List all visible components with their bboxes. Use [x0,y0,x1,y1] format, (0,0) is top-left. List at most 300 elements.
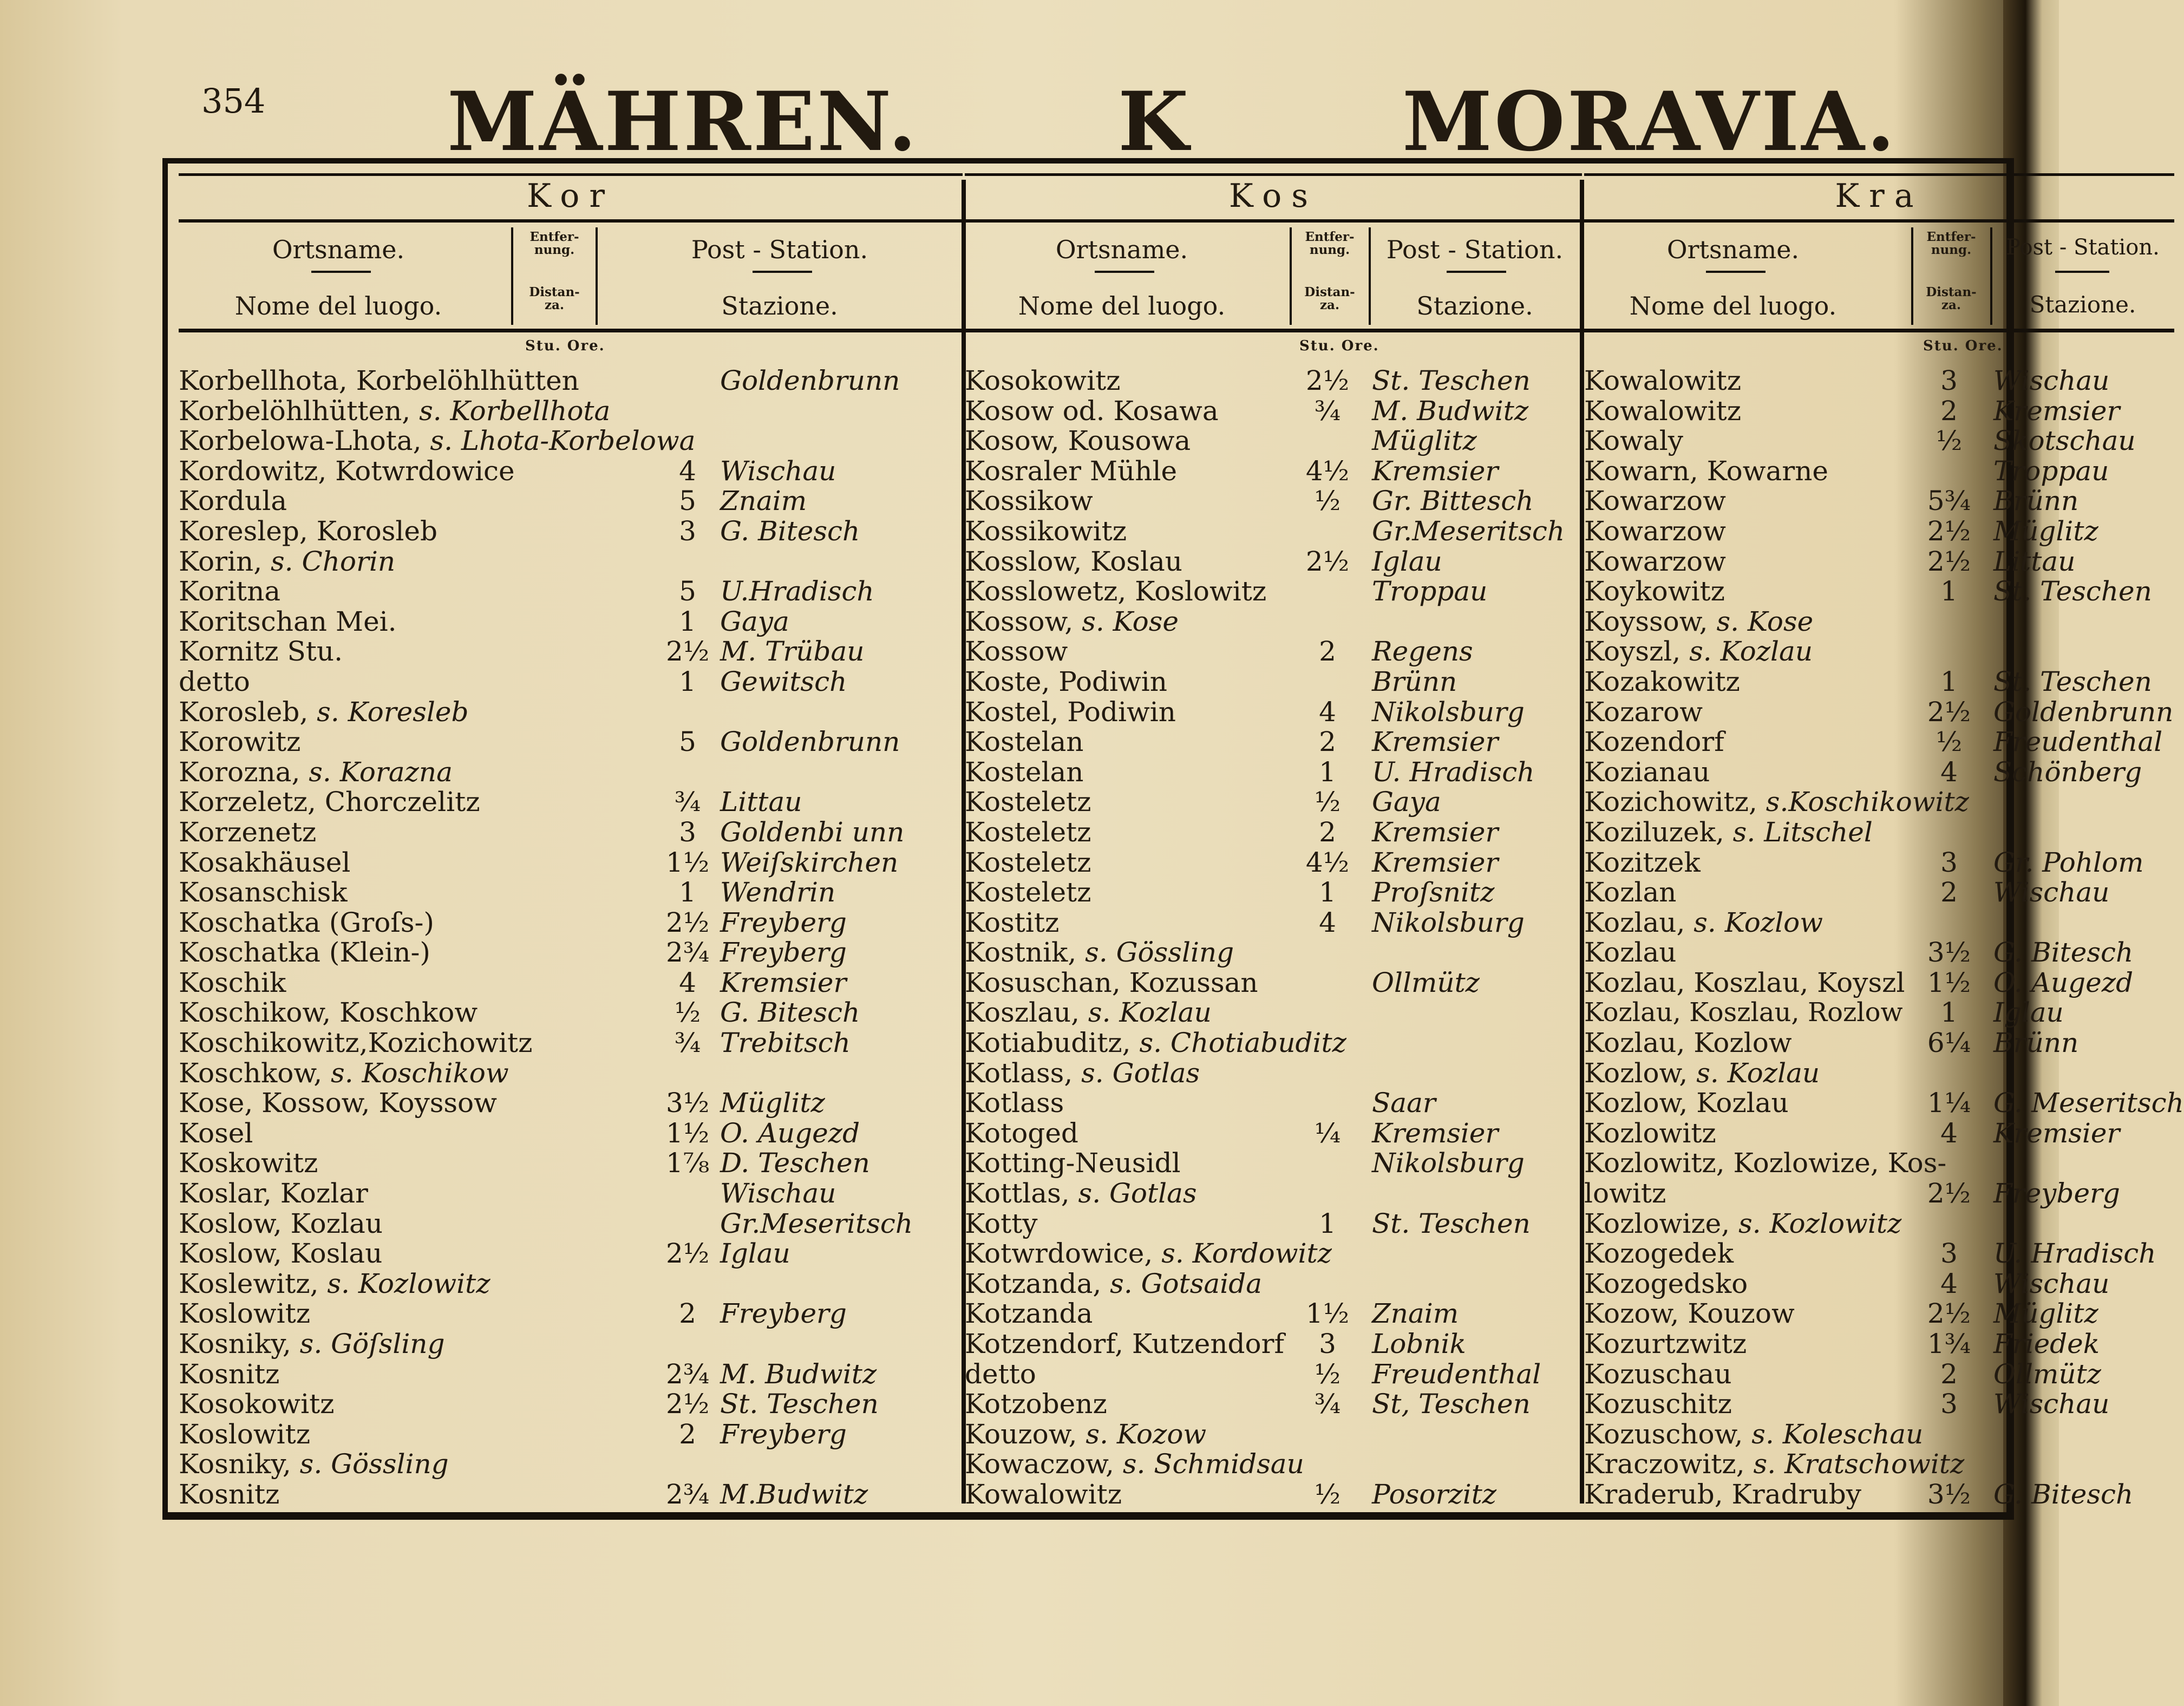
place-name: Kosokowitz [965,365,1121,396]
list-item [965,1028,1582,1058]
post-station: G. Bitesch [720,515,860,547]
list-item [1584,1209,2174,1239]
list-item [1584,1480,2174,1510]
list-item [1584,1179,2174,1209]
list-item [965,908,1582,938]
list-item [965,1359,1582,1390]
header-rule [1369,227,1371,325]
post-station: Troppau [1372,576,1488,607]
post-station: Goldenbrunn [720,726,900,758]
list-item [179,486,963,517]
list-item [1584,456,2174,487]
post-station: Brünn [1993,1027,2079,1059]
place-name: Kozogedek [1584,1238,1734,1270]
cross-reference: s. Gössling [1085,937,1234,969]
list-item [965,517,1582,547]
place-name: Kouzow, [965,1418,1086,1450]
post-station: St. Teschen [1993,576,2152,607]
header-name-de: Ortsname. [1666,235,1800,264]
list-item [965,1148,1582,1179]
place-name: Kordowitz, Kotwrdowice [179,455,515,487]
place-name: Kozurtzwitz [1584,1328,1747,1359]
post-station: Müglitz [1372,425,1477,457]
post-station: Trebitsch [720,1027,851,1059]
place-entry [965,1239,1332,1269]
list-item [965,486,1582,517]
cross-reference: s. Kozlowitz [327,1267,491,1299]
distance-value: 1 [679,665,696,697]
list-item [179,878,963,908]
place-name: Kosslow, Koslau [965,545,1182,577]
place-entry [1584,607,1813,637]
place-name: Koyszl, [1584,636,1690,668]
place-name: Kotzendorf, Kutzendorf [965,1328,1285,1359]
list-item [179,667,963,697]
entry-list [179,366,963,1510]
place-name: Koste, Podiwin [965,665,1167,697]
place-name: Kotzanda [965,1298,1093,1330]
list-item [1584,1389,2174,1420]
place-name: Kostnik, [965,937,1086,969]
place-name: Kosraler Mühle [965,455,1178,487]
post-station: G. Bitesch [1993,1478,2134,1510]
list-item [1584,547,2174,577]
post-station: St. Teschen [1372,365,1531,396]
distance-value: ¾ [1314,1388,1341,1420]
distance-value: 4½ [1305,455,1350,487]
post-station: Wischau [1993,877,2110,908]
post-station: Kremsier [1372,846,1499,878]
list-item [965,1420,1582,1450]
list-item [1584,517,2174,547]
place-name: Kotwrdowice, [965,1238,1162,1270]
place-name: lowitz [1584,1178,1666,1210]
place-name: Koschikowitz,Kozichowitz [179,1027,533,1059]
place-entry [1584,637,1813,666]
place-name: Koschatka (Klein-) [179,937,430,969]
post-station: Gaya [720,605,789,637]
cross-reference: s. Kozlau [1689,636,1813,668]
distance-value: 4 [679,455,696,487]
distance-value: 2 [1940,877,1958,908]
place-name: Kosnitz [179,1478,280,1510]
distance-value: 1 [679,605,696,637]
list-item [179,456,963,487]
title-right: MORAVIA. [1402,74,1897,169]
place-name: Kostel, Podiwin [965,696,1176,728]
header-station-it: Stazione. [1416,291,1533,321]
post-station: M.Budwitz [720,1478,868,1510]
distance-value: 2½ [1927,696,1971,728]
place-name: Koritschan Mei. [179,605,397,637]
place-name: Kozuschau [1584,1358,1732,1390]
distance-value: 1 [1319,877,1336,908]
cross-reference: s. Göſsling [299,1328,445,1359]
list-item [179,908,963,938]
post-station: Skotschau [1993,425,2136,457]
post-station: Gewitsch [720,665,847,697]
distance-value: 1 [1319,756,1336,788]
post-station: Kremsier [1993,395,2120,427]
distance-value: 1½ [666,846,710,878]
place-name: Kotiabuditz, [965,1027,1140,1059]
header-dist-it: Distan- za. [529,285,580,312]
distance-value: 4 [679,966,696,998]
place-entry [179,547,395,577]
post-station: Littau [720,786,802,818]
place-entry [965,1269,1262,1299]
list-item [1584,396,2174,427]
distance-value: 2 [1319,816,1336,848]
cross-reference: s.Koschikowitz [1765,786,1969,818]
list-item [1584,848,2174,878]
place-name: Kotzobenz [965,1388,1107,1420]
list-item [1584,1087,2184,1119]
distance-value: 3 [1940,1238,1958,1270]
place-name: Kozlan [1584,877,1677,908]
distance-value: 1½ [1927,966,1971,998]
list-item [179,968,963,998]
header-station-de: Post - Station. [691,235,868,264]
distance-value: 2½ [1305,545,1350,577]
cross-reference: s. Gotsaida [1110,1267,1263,1299]
post-station: Nikolsburg [1372,696,1525,728]
distance-value: 1¾ [1927,1328,1971,1359]
list-item [1584,1449,2174,1480]
list-item [965,637,1582,667]
list-item [965,968,1582,998]
place-name: Korbellhota, Korbelöhlhütten [179,365,579,396]
distance-value: 6¼ [1927,1027,1971,1059]
place-name: Kowalowitz [1584,395,1742,427]
header-rule [1447,271,1506,273]
distance-value: 1 [1940,665,1958,697]
list-item [1584,1148,2174,1179]
column-kor [179,164,963,1512]
place-name: Kotlass, [965,1057,1082,1089]
place-name: Korosleb, [179,696,317,728]
cross-reference: s. Kose [1716,605,1814,637]
place-name: Kozlau, [1584,906,1694,938]
list-item [965,1179,1582,1209]
place-entry [965,1058,1200,1088]
post-station: St. Teschen [1993,665,2152,697]
distance-value: 3½ [666,1087,710,1119]
place-name: Kosteletz [965,816,1091,848]
place-name: Kosakhäusel [179,846,351,878]
place-name: Kowaly [1584,425,1683,457]
post-station: M. Budwitz [1372,395,1529,427]
list-item [965,1239,1582,1269]
list-item [179,697,963,728]
place-entry [965,607,1179,637]
list-item [179,1058,963,1089]
place-entry [965,1449,1304,1479]
place-name: Koslowitz [179,1298,311,1330]
place-name: Kozichowitz, [1584,786,1766,818]
post-station: St. Teschen [1372,1207,1531,1239]
list-item [1584,607,2174,637]
column-kos [965,164,1582,1512]
cross-reference: s. Kozlau [1088,997,1212,1029]
list-item [1584,577,2174,607]
distance-value: 2 [1319,636,1336,668]
list-item [179,727,963,757]
distance-units: Stu. Ore. [1923,338,2003,354]
place-name: Kossow [965,636,1068,668]
distance-value: 3 [1940,1388,1958,1420]
distance-value: 2½ [666,1238,710,1270]
distance-value: 2½ [666,906,710,938]
distance-value: 5 [679,485,696,517]
list-item [179,1148,963,1179]
header-rule [753,271,812,273]
header-dist-it: Distan- za. [1304,285,1355,312]
distance-value: 1 [679,877,696,908]
post-station: Nikolsburg [1372,906,1525,938]
cross-reference: s. Chorin [271,545,396,577]
list-item [1584,818,2174,848]
place-name: Kozlau, Kozlow [1584,1027,1792,1059]
cross-reference: s. Kordowitz [1161,1238,1332,1270]
place-name: Kozlau, Koszlau, Rozlow [1584,997,1903,1028]
distance-value: 2½ [1927,1298,1971,1330]
list-item [1584,1359,2174,1390]
distance-units: Stu. Ore. [525,338,605,354]
distance-value: 1 [1940,576,1958,607]
distance-value: 4 [1319,906,1336,938]
post-station: Gr.Meseritsch [1372,515,1565,547]
distance-value: 1⅞ [666,1147,710,1179]
post-station: Wischau [720,455,836,487]
place-entry [179,396,610,426]
place-name: Kosteletz [965,846,1091,878]
header-dist-de: Entfer- nung. [529,230,579,257]
list-item [179,396,963,427]
list-item [965,667,1582,697]
distance-value: ¾ [1314,395,1341,427]
place-name: Kostelan [965,756,1084,788]
post-station: Iglau [720,1238,790,1270]
list-item [179,637,963,667]
place-name: Koschkow, [179,1057,331,1089]
post-station: Gaya [1372,786,1441,818]
list-item [179,1088,963,1119]
place-entry [965,1420,1206,1449]
post-station: Posorzitz [1372,1478,1497,1510]
list-item [1584,938,2174,968]
post-station: O. Augezd [720,1117,860,1149]
distance-value: 4½ [1305,846,1350,878]
place-name: Kotlass [965,1087,1064,1119]
place-name: Kowarzow [1584,545,1726,577]
list-item [965,787,1582,818]
post-station: Iglau [1993,997,2064,1029]
distance-value: 4 [1940,1117,1958,1149]
list-item [1584,727,2174,757]
place-name: Kosnitz [179,1358,280,1390]
header-rule [1990,227,1992,325]
column-band: Kra [1584,173,2174,223]
cross-reference: s. Kose [1082,605,1179,637]
post-station: Weiſskirchen [720,846,899,878]
distance-value: 1½ [666,1117,710,1149]
place-entry [1584,1449,1964,1479]
list-item [179,366,963,396]
entry-list [965,366,1582,1510]
list-item [965,577,1582,607]
place-name: Koslewitz, [179,1267,328,1299]
header-name-it: Nome del luogo. [234,291,442,321]
distance-value: 2¾ [666,937,710,969]
list-item [1584,1028,2174,1058]
post-station: Wendrin [720,877,836,908]
place-name: Kozlowitz [1584,1117,1716,1149]
distance-value: 2½ [1927,545,1971,577]
cross-reference: s. Koleschau [1751,1418,1924,1450]
place-name: Kozlau [1584,937,1677,969]
place-name: Kowalowitz [965,1478,1122,1510]
list-item [1584,908,2174,938]
distance-value: 2½ [1927,515,1971,547]
list-item [965,1119,1582,1149]
distance-value: 1 [1319,1207,1336,1239]
list-item [965,1449,1582,1480]
place-name: Kowarzow [1584,485,1726,517]
place-entry [179,1058,509,1088]
list-item [965,1209,1582,1239]
cross-reference: s. Litschel [1732,816,1873,848]
post-station: Freudenthal [1372,1358,1541,1390]
post-station: St. Teschen [720,1388,879,1420]
distance-value: 5¾ [1927,485,1971,517]
list-item [179,1420,963,1450]
place-name: Kozianau [1584,756,1710,788]
place-name: Koschatka (Groſs-) [179,906,434,938]
place-entry [965,938,1234,968]
header-name-it: Nome del luogo. [1629,291,1837,321]
list-item [965,547,1582,577]
list-item [179,1449,963,1480]
post-station: Gr.Meseritsch [720,1207,913,1239]
place-name: Kosow, Kousowa [965,425,1191,457]
distance-value: 2 [679,1418,696,1450]
distance-value: ½ [1314,1358,1341,1390]
distance-value: 2½ [666,636,710,668]
list-item [179,1480,963,1510]
list-item [179,577,963,607]
page-number: 354 [201,81,266,121]
post-station: Wischau [1993,365,2110,396]
list-item [179,426,963,456]
header-station-de: Post - Station. [1386,235,1564,264]
column-header [1584,223,2174,332]
column-header [179,223,963,332]
place-name: Kozogedsko [1584,1267,1748,1299]
directory-table [162,158,2184,1520]
post-station: O. Augezd [1993,966,2134,998]
post-station: Goldenbrunn [720,365,900,396]
list-item [179,1299,963,1329]
post-station: Müglitz [720,1087,825,1119]
column-header [965,223,1582,332]
place-name: Kostitz [965,906,1060,938]
post-station: M. Trübau [720,636,865,668]
distance-value: 4 [1319,696,1336,728]
place-name: Kowalowitz [1584,365,1742,396]
list-item [965,456,1582,487]
place-name: detto [179,665,250,697]
list-item [1584,757,2174,788]
list-item [965,1088,1582,1119]
place-name: Koschikow, Koschkow [179,997,478,1029]
title-center: K [1118,74,1191,169]
list-item [179,938,963,968]
place-name: Koykowitz [1584,576,1725,607]
place-name: Korbelöhlhütten, [179,395,420,427]
place-name: Kosniky, [179,1328,300,1359]
distance-value: ½ [1935,726,1963,758]
list-item [179,517,963,547]
list-item [965,998,1582,1028]
post-station: Nikolsburg [1372,1147,1525,1179]
list-item [179,1359,963,1390]
place-entry [179,757,453,787]
distance-value: ¼ [1314,1117,1341,1149]
post-station: Brünn [1993,485,2079,517]
post-station: Goldenbrunn [1993,696,2174,728]
place-name: Kosteletz [965,786,1091,818]
place-name: Koziluzek, [1584,816,1733,848]
distance-value: 3 [1940,846,1958,878]
distance-value: 1¼ [1927,1087,1971,1119]
post-station: U. Hradisch [1372,756,1535,788]
place-entry [179,1449,449,1479]
header-rule [2055,271,2109,273]
list-item [1584,1119,2174,1149]
cross-reference: s. Korazna [309,756,453,788]
list-item [179,1269,963,1299]
list-item [965,607,1582,637]
post-station: Müglitz [1993,515,2098,547]
cross-reference: s. Kozlowitz [1738,1207,1902,1239]
place-name: Kosel [179,1117,253,1149]
place-name: Kozlow, Kozlau [1584,1087,1789,1119]
place-entry [965,998,1212,1028]
place-name: Koschik [179,966,286,998]
header-rule [596,227,598,325]
place-name: Kowarzow [1584,515,1726,547]
distance-value: ½ [1314,786,1341,818]
cross-reference: s. Koschikow [331,1057,509,1089]
post-station: Freyberg [720,1298,847,1330]
post-station: Kremsier [720,966,847,998]
list-item [1584,1058,2174,1089]
list-item [965,757,1582,788]
place-name: Kozlau, Koszlau, Koyszl [1584,966,1905,998]
list-item [965,1058,1582,1089]
place-name: Kozakowitz [1584,665,1740,697]
place-entry [1584,1420,1923,1449]
list-item [1584,486,2174,517]
place-name: Korzeletz, Chorczelitz [179,786,480,818]
header-rule [311,271,371,273]
place-name: Kotting-Neusidl [965,1147,1181,1179]
place-name: Koskowitz [179,1147,318,1179]
place-name: Kordula [179,485,287,517]
place-name: Korzenetz [179,816,317,848]
place-name: Kosow od. Kosawa [965,395,1219,427]
